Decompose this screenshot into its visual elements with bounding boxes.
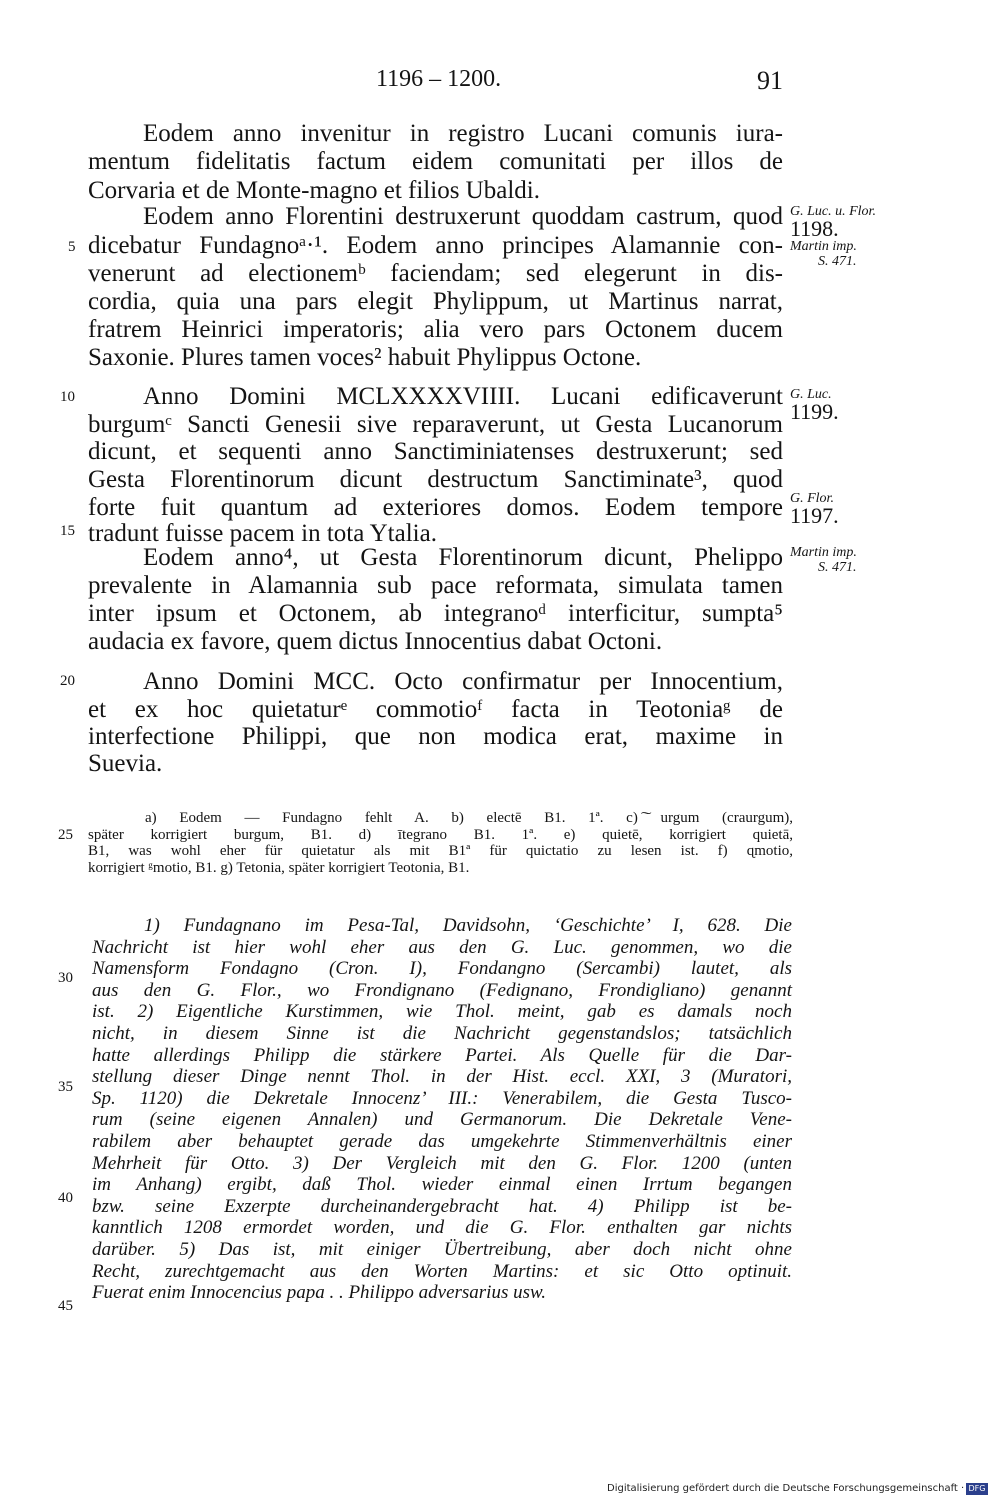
variant-line: a) Eodem — Fundagno fehlt A. b) electē B1. 1ª. c) ͠urgum (craurgum), bbox=[145, 810, 793, 826]
margin-source: G. Luc. u. Flor. bbox=[790, 204, 876, 219]
dfg-logo: DFG bbox=[966, 1483, 988, 1495]
footnote-line: darüber. 5) Das ist, mit einiger Übertreibung, aber doch nicht ohne bbox=[92, 1239, 792, 1260]
text-line: Gesta Florentinorum dicunt destructum Sanctiminate³, quod bbox=[88, 466, 783, 493]
footnote-line: stellung dieser Dinge nennt Thol. in der Hist. eccl. XXI, 3 (Muratori, bbox=[92, 1066, 792, 1088]
line-number: 45 bbox=[58, 1298, 73, 1314]
footnote-line: rum (seine eigenen Annalen) und Germanorum. Die Dekretale Vene- bbox=[92, 1109, 792, 1131]
text-line: cordia, quia una pars elegit Phylippum, ut Martinus narrat, bbox=[88, 288, 783, 315]
margin-page-ref: S. 471. bbox=[818, 254, 857, 269]
text-line: Suevia. bbox=[88, 750, 163, 777]
variant-line: später korrigiert burgum, B1. d) ītegrano B1. 1ª. e) quietē, korrigiert quietā, bbox=[88, 827, 793, 843]
text-line: Corvaria et de Monte-magno et filios Ubaldi. bbox=[88, 177, 540, 204]
text-line: fratrem Heinrici imperatoris; alia vero pars Octonem ducem bbox=[88, 316, 783, 343]
footnote-line: Namensform Fondagno (Cron. I), Fondangno (Sercambi) lautet, als bbox=[92, 958, 792, 980]
page-number: 91 bbox=[757, 66, 783, 95]
margin-source: Martin imp. bbox=[790, 545, 857, 560]
text-line: venerunt ad electionemᵇ faciendam; sed elegerunt in dis- bbox=[88, 260, 783, 287]
text-line: inter ipsum et Octonem, ab integranoᵈ interficitur, sumpta⁵ bbox=[88, 600, 783, 627]
text-line: Eodem anno⁴, ut Gesta Florentinorum dicunt, Phelippo bbox=[143, 544, 783, 571]
text-line: dicebatur Fundagnoᵃ·¹. Eodem anno principes Alamannie con- bbox=[88, 232, 783, 259]
footnote-line: aus den G. Flor., wo Frondignano (Fedignano, Frondigliano) genannt bbox=[92, 979, 792, 1001]
variant-line: B1, was wohl eher für quietatur als mit B1ª für quictatio zu lesen ist. f) ɋmotio, bbox=[88, 843, 793, 859]
footnote-line: Nachricht ist hier wohl eher aus den G. Luc. genommen, wo die bbox=[92, 936, 792, 958]
footnote-line: kanntlich 1208 ermordet worden, und die G. Flor. enthalten gar nichts bbox=[92, 1217, 792, 1239]
footnote-line: nicht, in diesem Sinne ist die Nachricht gegenstandslos; tatsächlich bbox=[92, 1023, 792, 1044]
line-number: 15 bbox=[60, 523, 75, 539]
line-number: 35 bbox=[58, 1079, 73, 1095]
margin-source: G. Luc. bbox=[790, 387, 832, 402]
text-line: audacia ex favore, quem dictus Innocentius dabat Octoni. bbox=[88, 628, 663, 655]
footnote-line: Mehrheit für Otto. 3) Der Vergleich mit den G. Flor. 1200 (unten bbox=[92, 1152, 792, 1174]
text-line: interfectione Philippi, que non modica erat, maxime in bbox=[88, 723, 783, 750]
footnote-line: Sp. 1120) die Dekretale Innocenz’ III.: Venerabilem, die Gesta Tusco- bbox=[92, 1087, 792, 1109]
footnote-line: hatte allerdings Philipp die stärkere Partei. Als Quelle für die Dar- bbox=[92, 1044, 792, 1066]
text-line: mentum fidelitatis factum eidem comunitati per illos de bbox=[88, 148, 783, 175]
text-line: Eodem anno Florentini destruxerunt quoddam castrum, quod bbox=[143, 203, 783, 230]
line-number: 30 bbox=[58, 970, 73, 986]
text-line: Anno Domini MCLXXXXVIIII. Lucani edificaverunt bbox=[143, 383, 783, 410]
margin-page-ref: S. 471. bbox=[818, 560, 857, 575]
text-line: Saxonie. Plures tamen voces² habuit Phylippus Octone. bbox=[88, 344, 642, 371]
text-line: tradunt fuisse pacem in tota Ytalia. bbox=[88, 520, 437, 547]
text-line: forte fuit quantum ad exteriores domos. Eodem tempore bbox=[88, 494, 783, 521]
margin-year: 1198. bbox=[790, 216, 839, 241]
line-number: 5 bbox=[68, 239, 76, 255]
text-line: prevalente in Alamannia sub pace reformata, simulata tamen bbox=[88, 572, 783, 599]
footnote-line: rabilem aber behauptet gerade das umgekehrte Stimmenverhältnis einer bbox=[92, 1131, 792, 1152]
text-line: Eodem anno invenitur in registro Lucani comunis iura- bbox=[143, 120, 783, 147]
line-number: 20 bbox=[60, 673, 75, 689]
margin-source: G. Flor. bbox=[790, 491, 834, 506]
footnote-line: Recht, zurechtgemacht aus den Worten Martins: et sic Otto optinuit. bbox=[92, 1260, 792, 1282]
margin-year: 1197. bbox=[790, 503, 839, 528]
margin-source: Martin imp. bbox=[790, 239, 857, 254]
line-number: 40 bbox=[58, 1190, 73, 1206]
text-line: dicunt, et sequenti anno Sanctiminiatenses destruxerunt; sed bbox=[88, 438, 783, 465]
footer-credit: Digitalisierung gefördert durch die Deutsche Forschungsgemeinschaft · bbox=[607, 1483, 965, 1494]
margin-year: 1199. bbox=[790, 399, 839, 424]
footnote-line: bzw. seine Exzerpte durcheinandergebracht hat. 4) Philipp ist be- bbox=[92, 1195, 792, 1217]
text-line: et ex hoc quietaturᵉ commotioᶠ facta in Teotoniaᵍ de bbox=[88, 696, 783, 723]
line-number: 25 bbox=[58, 827, 73, 843]
text-line: Anno Domini MCC. Octo confirmatur per Innocentium, bbox=[143, 668, 783, 695]
page-header-year-range: 1196 – 1200. bbox=[376, 66, 502, 92]
footnote-line: ist. 2) Eigentliche Kurstimmen, wie Thol. meint, gab es damals noch bbox=[92, 1001, 792, 1023]
footnote-line: Fuerat enim Innocencius papa . . Philippo adversarius usw. bbox=[92, 1282, 547, 1304]
footnote-line: 1) Fundagnano im Pesa-Tal, Davidsohn, ‘Geschichte’ I, 628. Die bbox=[144, 915, 792, 936]
text-line: burgumᶜ Sancti Genesii sive reparaverunt, ut Gesta Lucanorum bbox=[88, 411, 783, 438]
line-number: 10 bbox=[60, 389, 75, 405]
variant-line: korrigiert ᵍmotio, B1. g) Tetonia, später korrigiert Teotonia, B1. bbox=[88, 860, 470, 876]
footnote-line: im Anhang) ergibt, daß Thol. wieder einmal einen Irrtum begangen bbox=[92, 1174, 792, 1196]
